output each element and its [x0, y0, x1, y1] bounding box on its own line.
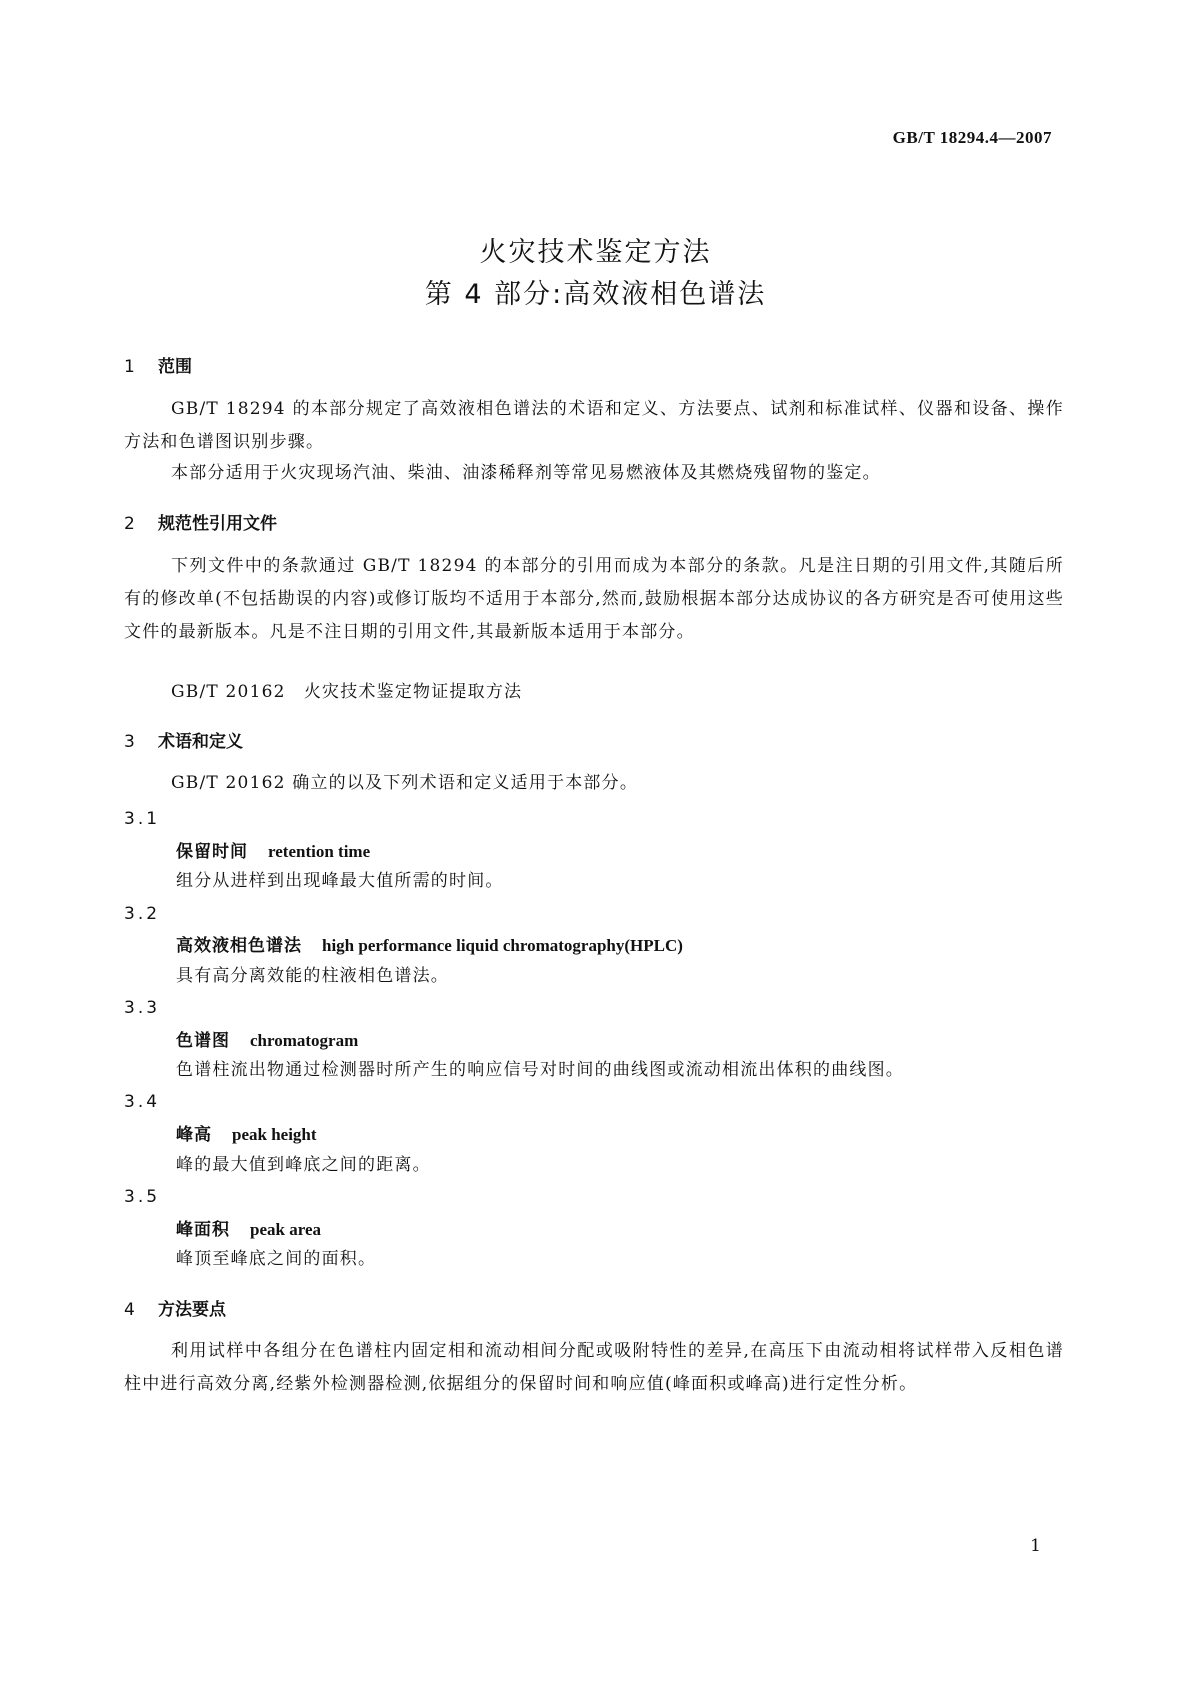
section-2-paragraph-1: 下列文件中的条款通过 GB/T 18294 的本部分的引用而成为本部分的条款。凡是注日期的引用文件,其随后所有的修改单(不包括勘误的内容)或修订版均不适用于本部分,然而,鼓励根据本部分达成协议的各方研究是否可使用这些文件的最新版本。凡是不注日期的引用文件,其最新版本适用于本部分。 [124, 556, 1064, 642]
section-title: 范围 [158, 357, 192, 377]
section-3-intro: GB/T 20162 确立的以及下列术语和定义适用于本部分。 [171, 773, 639, 793]
document-title-line2: 第 4 部分:高效液相色谱法 [424, 279, 767, 310]
section-1-paragraph-1: GB/T 18294 的本部分规定了高效液相色谱法的术语和定义、方法要点、试剂和标准试样、仪器和设备、操作方法和色谱图识别步骤。 [124, 399, 1064, 452]
term-entry [176, 1215, 321, 1240]
clause-number: 3.2 [124, 904, 161, 924]
section-1-paragraph-2: 本部分适用于火灾现场汽油、柴油、油漆稀释剂等常见易燃液体及其燃烧残留物的鉴定。 [171, 463, 881, 483]
page-number: 1 [1030, 1536, 1041, 1556]
term-chinese: 峰高 [176, 1125, 212, 1145]
term-entry [176, 1026, 358, 1051]
section-title: 术语和定义 [158, 732, 243, 752]
term-english: retention time [268, 842, 371, 861]
term-chinese: 保留时间 [176, 842, 248, 862]
section-number: 3 [124, 732, 135, 752]
section-2-heading [124, 509, 277, 534]
term-definition: 组分从进样到出现峰最大值所需的时间。 [176, 871, 504, 891]
section-3-heading [124, 727, 243, 752]
normative-reference: GB/T 20162 火灾技术鉴定物证提取方法 [171, 682, 523, 702]
term-english: high performance liquid chromatography(HPLC) [322, 936, 683, 955]
section-number: 2 [124, 514, 135, 534]
section-title: 方法要点 [158, 1300, 226, 1320]
term-definition: 具有高分离效能的柱液相色谱法。 [176, 966, 449, 986]
clause-number: 3.1 [124, 809, 161, 829]
section-4-paragraph-1: 利用试样中各组分在色谱柱内固定相和流动相间分配或吸附特性的差异,在高压下由流动相将试样带入反相色谱柱中进行高效分离,经紫外检测器检测,依据组分的保留时间和响应值(峰面积或峰高)进行定性分析。 [124, 1341, 1064, 1394]
term-definition: 峰顶至峰底之间的面积。 [176, 1249, 377, 1269]
term-definition: 色谱柱流出物通过检测器时所产生的响应信号对时间的曲线图或流动相流出体积的曲线图。 [176, 1060, 904, 1080]
term-entry [176, 931, 683, 956]
clause-number: 3.4 [124, 1092, 161, 1112]
term-chinese: 色谱图 [176, 1031, 230, 1051]
section-number: 4 [124, 1300, 135, 1320]
term-english: peak area [250, 1220, 321, 1239]
clause-number: 3.5 [124, 1187, 161, 1207]
section-1-heading [124, 352, 192, 377]
document-title-line1: 火灾技术鉴定方法 [479, 237, 712, 268]
term-entry [176, 1120, 317, 1145]
section-4-heading [124, 1295, 226, 1320]
section-number: 1 [124, 357, 135, 377]
term-chinese: 峰面积 [176, 1220, 230, 1240]
term-chinese: 高效液相色谱法 [176, 936, 302, 956]
section-title: 规范性引用文件 [158, 514, 277, 534]
clause-number: 3.3 [124, 998, 161, 1018]
term-entry [176, 837, 370, 862]
standard-code: GB/T 18294.4—2007 [892, 128, 1052, 147]
term-english: peak height [232, 1125, 317, 1144]
term-definition: 峰的最大值到峰底之间的距离。 [176, 1155, 431, 1175]
term-english: chromatogram [250, 1031, 359, 1050]
